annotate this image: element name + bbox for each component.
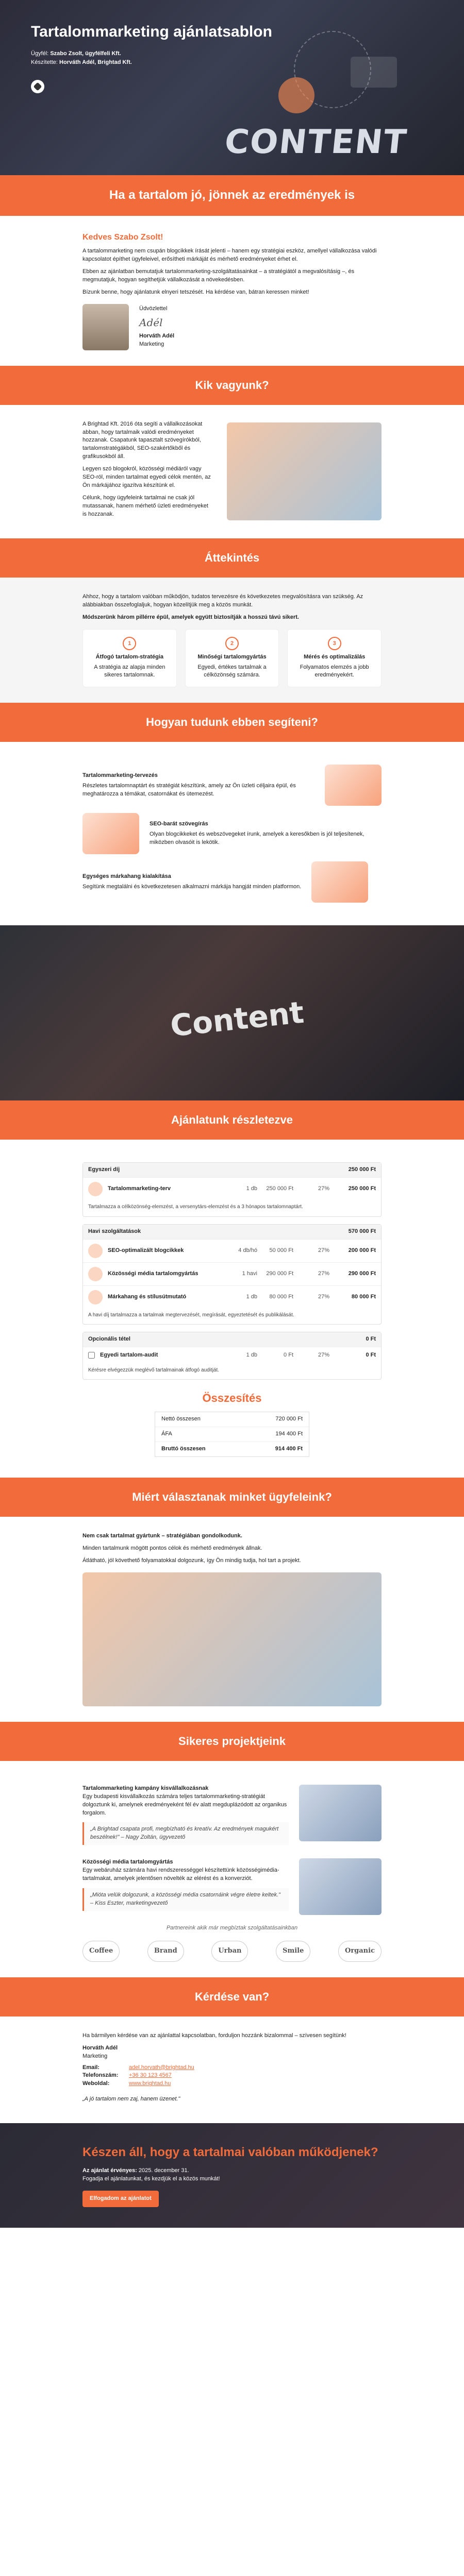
about-section	[0, 405, 464, 538]
row-name: SEO-optimalizált blogcikkek	[108, 1247, 184, 1253]
pillar-text: Folyamatos elemzés a jobb eredményekért.	[300, 664, 369, 679]
row-price: 80 000 Ft	[269, 1293, 293, 1300]
row-vat: 27%	[318, 1247, 329, 1253]
case-quote: „A Brightad csapata profi, megbízható és kreatív. Az eredmények magukért beszélnek!" – Nagy Zoltán, ügyvezető	[82, 1822, 289, 1845]
row-price: 50 000 Ft	[269, 1247, 293, 1253]
case-title: Közösségi média tartalomgyártás	[82, 1859, 173, 1866]
web-label: Weboldal:	[82, 2080, 110, 2087]
price-package	[82, 1332, 382, 1380]
pillar-number: 1	[123, 637, 136, 650]
service-title: Tartalommarketing-tervezés	[82, 772, 158, 779]
why-paragraph: Nem csak tartalmat gyártunk – stratégiában gondolkodunk.	[82, 1533, 242, 1539]
case-image	[299, 1858, 382, 1915]
service-item	[82, 765, 382, 806]
case-quote: „Mióta velük dolgozunk, a közösségi média csatornáink végre életre keltek." – Kiss Eszter, marketingvezető	[82, 1888, 289, 1911]
about-paragraph: Célunk, hogy ügyfeleink tartalmai ne csak jól mutassanak, hanem mérhető üzleti eredményeket is hozzanak.	[82, 495, 208, 517]
client-label: Ügyfél:	[31, 50, 49, 57]
pillar-card	[287, 629, 382, 688]
provider-value: Horváth Adél, Brightad Kft.	[59, 59, 132, 66]
team-photo	[82, 1572, 382, 1706]
row-qty: 1 havi	[242, 1270, 257, 1277]
package-total: 250 000 Ft	[348, 1166, 376, 1173]
row-qty: 1 db	[246, 1293, 257, 1300]
about-image	[227, 422, 382, 520]
service-item	[82, 813, 382, 854]
contact-role: Marketing	[82, 2053, 108, 2059]
summary-value: 720 000 Ft	[275, 1416, 303, 1422]
pillar-card	[185, 629, 279, 688]
package-name: Opcionális tétel	[88, 1336, 130, 1343]
pillar-text: Egyedi, értékes tartalmak a célközönség számára.	[197, 664, 267, 679]
service-text: Részletes tartalomnaptárt és stratégiát készítünk, amely az Ön üzleti céljaira épül, és meghatározza a témákat, csatornákat és ütemezést.	[82, 783, 296, 798]
contact-paragraph: Ha bármilyen kérdése van az ajánlattal kapcsolatban, forduljon hozzánk bizalommal – szívesen segítünk!	[82, 2032, 346, 2039]
intro-paragraph: A tartalommarketing nem csupán blogcikkek írását jelenti – hanem egy stratégiai eszköz, amellyel vállalkozása valódi kapcsolatot építhet ügyfeleivel, erősítheti márkáját és mérhető eredményeket érhet el.	[82, 247, 377, 262]
why-section	[0, 1517, 464, 1722]
summary-row	[155, 1442, 309, 1456]
cases-section	[0, 1761, 464, 1977]
hero	[0, 0, 464, 175]
row-price: 250 000 Ft	[266, 1185, 293, 1192]
partner-logo: Smile	[276, 1941, 310, 1962]
row-price: 290 000 Ft	[266, 1270, 293, 1277]
table-row	[83, 1262, 381, 1285]
pricing-title: Ajánlatunk részletezve	[0, 1100, 464, 1140]
hero-decoration	[351, 57, 397, 88]
row-vat: 27%	[318, 1351, 329, 1358]
service-illustration	[325, 765, 382, 806]
summary-label: Bruttó összesen	[161, 1446, 206, 1452]
valid-label: Az ajánlat érvényes:	[82, 2167, 137, 2174]
footer-text: Fogadja el ajánlatunkat, és kezdjük el a közös munkát!	[82, 2176, 220, 2182]
package-total: 0 Ft	[366, 1336, 376, 1343]
intro-section	[0, 216, 464, 366]
services-section	[0, 742, 464, 925]
greeting: Kedves Szabo Zsolt!	[82, 232, 163, 242]
row-qty: 4 db/hó	[238, 1247, 257, 1253]
phone-link[interactable]: +36 30 123 4567	[129, 2072, 172, 2079]
row-name: Márkahang és stílusútmutató	[108, 1293, 187, 1300]
email-link[interactable]: adel.horvath@brightad.hu	[129, 2064, 194, 2071]
content-photo-band	[0, 925, 464, 1100]
row-sum: 290 000 Ft	[348, 1270, 376, 1277]
services-title: Hogyan tudunk ebben segíteni?	[0, 703, 464, 742]
footer-title: Készen áll, hogy a tartalmai valóban működjenek?	[82, 2145, 378, 2160]
case-image	[299, 1785, 382, 1841]
valid-date: 2025. december 31.	[138, 2167, 189, 2174]
row-qty: 1 db	[246, 1185, 257, 1192]
row-sum: 0 Ft	[366, 1351, 376, 1358]
why-paragraph: Minden tartalmunk mögött pontos célok és mérhető eredmények állnak.	[82, 1545, 262, 1551]
email-label: Email:	[82, 2064, 100, 2071]
partner-logo: Coffee	[82, 1941, 120, 1962]
optional-item-checkbox[interactable]	[88, 1352, 95, 1359]
web-link[interactable]: www.brightad.hu	[129, 2080, 171, 2087]
contact-name: Horváth Adél	[82, 2044, 118, 2051]
about-paragraph: Legyen szó blogokról, közösségi médiáról vagy SEO-ról, minden tartalmat egyedi célok mentén, az Ön márkájához igazítva készítünk el.	[82, 466, 211, 489]
hero-bg-word: CONTENT	[223, 123, 409, 161]
pillar-title: Minőségi tartalomgyártás	[197, 653, 267, 660]
case-item	[82, 1858, 382, 1916]
signature-label: Üdvözlettel	[139, 306, 168, 312]
band-word: Content	[169, 994, 306, 1044]
pillar-text: A stratégia az alapja minden sikeres tartalomnak.	[94, 664, 165, 679]
overview-pillars	[82, 629, 382, 688]
pillar-number: 2	[225, 637, 239, 650]
partner-logo: Organic	[338, 1941, 382, 1962]
service-illustration	[82, 813, 139, 854]
pricing-section	[0, 1140, 464, 1478]
summary-value: 914 400 Ft	[275, 1446, 303, 1452]
summary-row	[155, 1427, 309, 1442]
cases-title: Sikeres projektjeink	[0, 1722, 464, 1761]
row-vat: 27%	[318, 1185, 329, 1192]
service-illustration	[311, 861, 368, 903]
row-name: Közösségi média tartalomgyártás	[108, 1270, 198, 1277]
package-name: Egyszeri díj	[88, 1166, 120, 1173]
pillar-title: Mérés és optimalizálás	[304, 653, 366, 660]
summary-value: 194 400 Ft	[275, 1431, 303, 1437]
package-name: Havi szolgáltatások	[88, 1228, 141, 1234]
signer-role: Marketing	[139, 341, 164, 348]
client-value: Szabo Zsolt, ügyfélfeli Kft.	[50, 50, 121, 57]
phone-label: Telefonszám:	[82, 2072, 119, 2079]
package-total: 570 000 Ft	[348, 1228, 376, 1234]
price-package	[82, 1162, 382, 1216]
case-text: Egy budapesti kisvállalkozás számára teljes tartalommarketing-stratégiát dolgoztunk ki, amelynek eredményeként fél év alatt megduplázódott az organikus forgalom.	[82, 1793, 287, 1816]
case-text: Egy webáruház számára havi rendszerességgel készítettünk közösségimédia-tartalmakat, amelyek jelentősen növelték az elérést és a konverziót.	[82, 1867, 279, 1882]
summary-table	[155, 1412, 309, 1457]
contact-title: Kérdése van?	[0, 1977, 464, 2016]
table-row	[83, 1285, 381, 1309]
overview-paragraph: Módszerünk három pillérre épül, amelyek együtt biztosítják a hosszú távú sikert.	[82, 614, 299, 620]
service-icon	[88, 1182, 103, 1196]
partner-logo: Brand	[147, 1941, 184, 1962]
row-sum: 250 000 Ft	[348, 1185, 376, 1192]
case-item	[82, 1785, 382, 1851]
why-title: Miért választanak minket ügyfeleink?	[0, 1478, 464, 1517]
service-item	[82, 861, 382, 903]
avatar	[82, 304, 129, 350]
summary-label: Nettó összesen	[161, 1416, 201, 1422]
accept-offer-button[interactable]: Elfogadom az ajánlatot	[82, 2191, 159, 2207]
summary-title: Összesítés	[202, 1392, 262, 1405]
row-qty: 1 db	[246, 1351, 257, 1358]
contact-quote: „A jó tartalom nem zaj, hanem üzenet."	[82, 2096, 180, 2103]
footer-cta	[0, 2123, 464, 2228]
signer-name: Horváth Adél	[139, 333, 175, 340]
table-row	[83, 1347, 381, 1364]
intro-banner: Ha a tartalom jó, jönnek az eredmények is	[0, 175, 464, 216]
service-title: Egységes márkahang kialakítása	[82, 873, 171, 880]
provider-label: Készítette:	[31, 59, 58, 66]
package-note: Kérésre elvégezzük meglévő tartalmainak átfogó auditját.	[88, 1367, 220, 1373]
price-package	[82, 1224, 382, 1325]
signature: Adél	[139, 316, 163, 329]
pillar-card	[82, 629, 177, 688]
row-sum: 80 000 Ft	[351, 1293, 376, 1300]
service-text: Olyan blogcikkeket és webszövegeket írunk, amelyek a keresőkben is jól teljesítenek, miközben olvasóit is lekötik.	[150, 831, 364, 846]
why-paragraph: Átlátható, jól követhető folyamatokkal dolgozunk, így Ön mindig tudja, hol tart a projekt.	[82, 1557, 301, 1564]
service-icon	[88, 1244, 103, 1258]
about-paragraph: A Brightad Kft. 2016 óta segíti a vállalkozásokat abban, hogy tartalmaik valódi eredményeket hozzanak. Csapatunk tapasztalt szövegírókból, tartalomstratégákból, SEO-szakértőkből és grafikusokból áll.	[82, 420, 203, 460]
overview-title: Áttekintés	[0, 538, 464, 578]
overview-section	[0, 578, 464, 703]
row-name: Tartalommarketing-terv	[108, 1185, 171, 1192]
pillar-number: 3	[328, 637, 341, 650]
pillar-title: Átfogó tartalom-stratégia	[95, 653, 164, 660]
about-title: Kik vagyunk?	[0, 366, 464, 405]
service-icon	[88, 1267, 103, 1281]
row-vat: 27%	[318, 1270, 329, 1277]
contact-section	[0, 2016, 464, 2124]
summary-label: ÁFA	[161, 1431, 172, 1437]
service-icon	[88, 1290, 103, 1304]
intro-paragraph: Ebben az ajánlatban bemutatjuk tartalommarketing-szolgáltatásainkat – a stratégiától a megvalósításig –, és megmutatjuk, hogyan segíthetjük vállalkozását a növekedésben.	[82, 268, 355, 283]
table-row	[83, 1239, 381, 1262]
package-note: A havi díj tartalmazza a tartalmak megtervezését, megírását, egyeztetését és publikálását.	[88, 1312, 294, 1318]
row-name: Egyedi tartalom-audit	[100, 1351, 158, 1358]
row-vat: 27%	[318, 1293, 329, 1300]
row-price: 0 Ft	[284, 1351, 293, 1358]
case-title: Tartalommarketing kampány kisvállalkozásnak	[82, 1785, 209, 1791]
intro-paragraph: Bízunk benne, hogy ajánlatunk elnyeri tetszését. Ha kérdése van, bátran keressen minket!	[82, 289, 309, 295]
summary-row	[155, 1412, 309, 1427]
row-sum: 200 000 Ft	[348, 1247, 376, 1253]
signature-card	[82, 304, 382, 350]
package-note: Tartalmazza a célközönség-elemzést, a versenytárs-elemzést és a 3 hónapos tartalomnaptárt.	[88, 1204, 303, 1210]
service-title: SEO-barát szövegírás	[150, 821, 208, 827]
overview-paragraph: Ahhoz, hogy a tartalom valóban működjön, tudatos tervezésre és következetes megvalósításra van szükség. Az alábbiakban összefoglaljuk, hogyan közelítjük meg a közös munkát.	[82, 593, 363, 608]
company-logo-icon	[31, 80, 44, 93]
table-row	[83, 1177, 381, 1200]
partner-logo: Urban	[211, 1941, 248, 1962]
page-title: Tartalommarketing ajánlatsablon	[31, 23, 272, 40]
hero-decoration	[278, 77, 314, 113]
service-text: Segítünk megtalálni és következetesen alkalmazni márkája hangját minden platformon.	[82, 884, 302, 890]
logos-caption: Partnereink akik már megbíztak szolgáltatásainkban	[166, 1925, 298, 1931]
partner-logos	[82, 1941, 382, 1962]
